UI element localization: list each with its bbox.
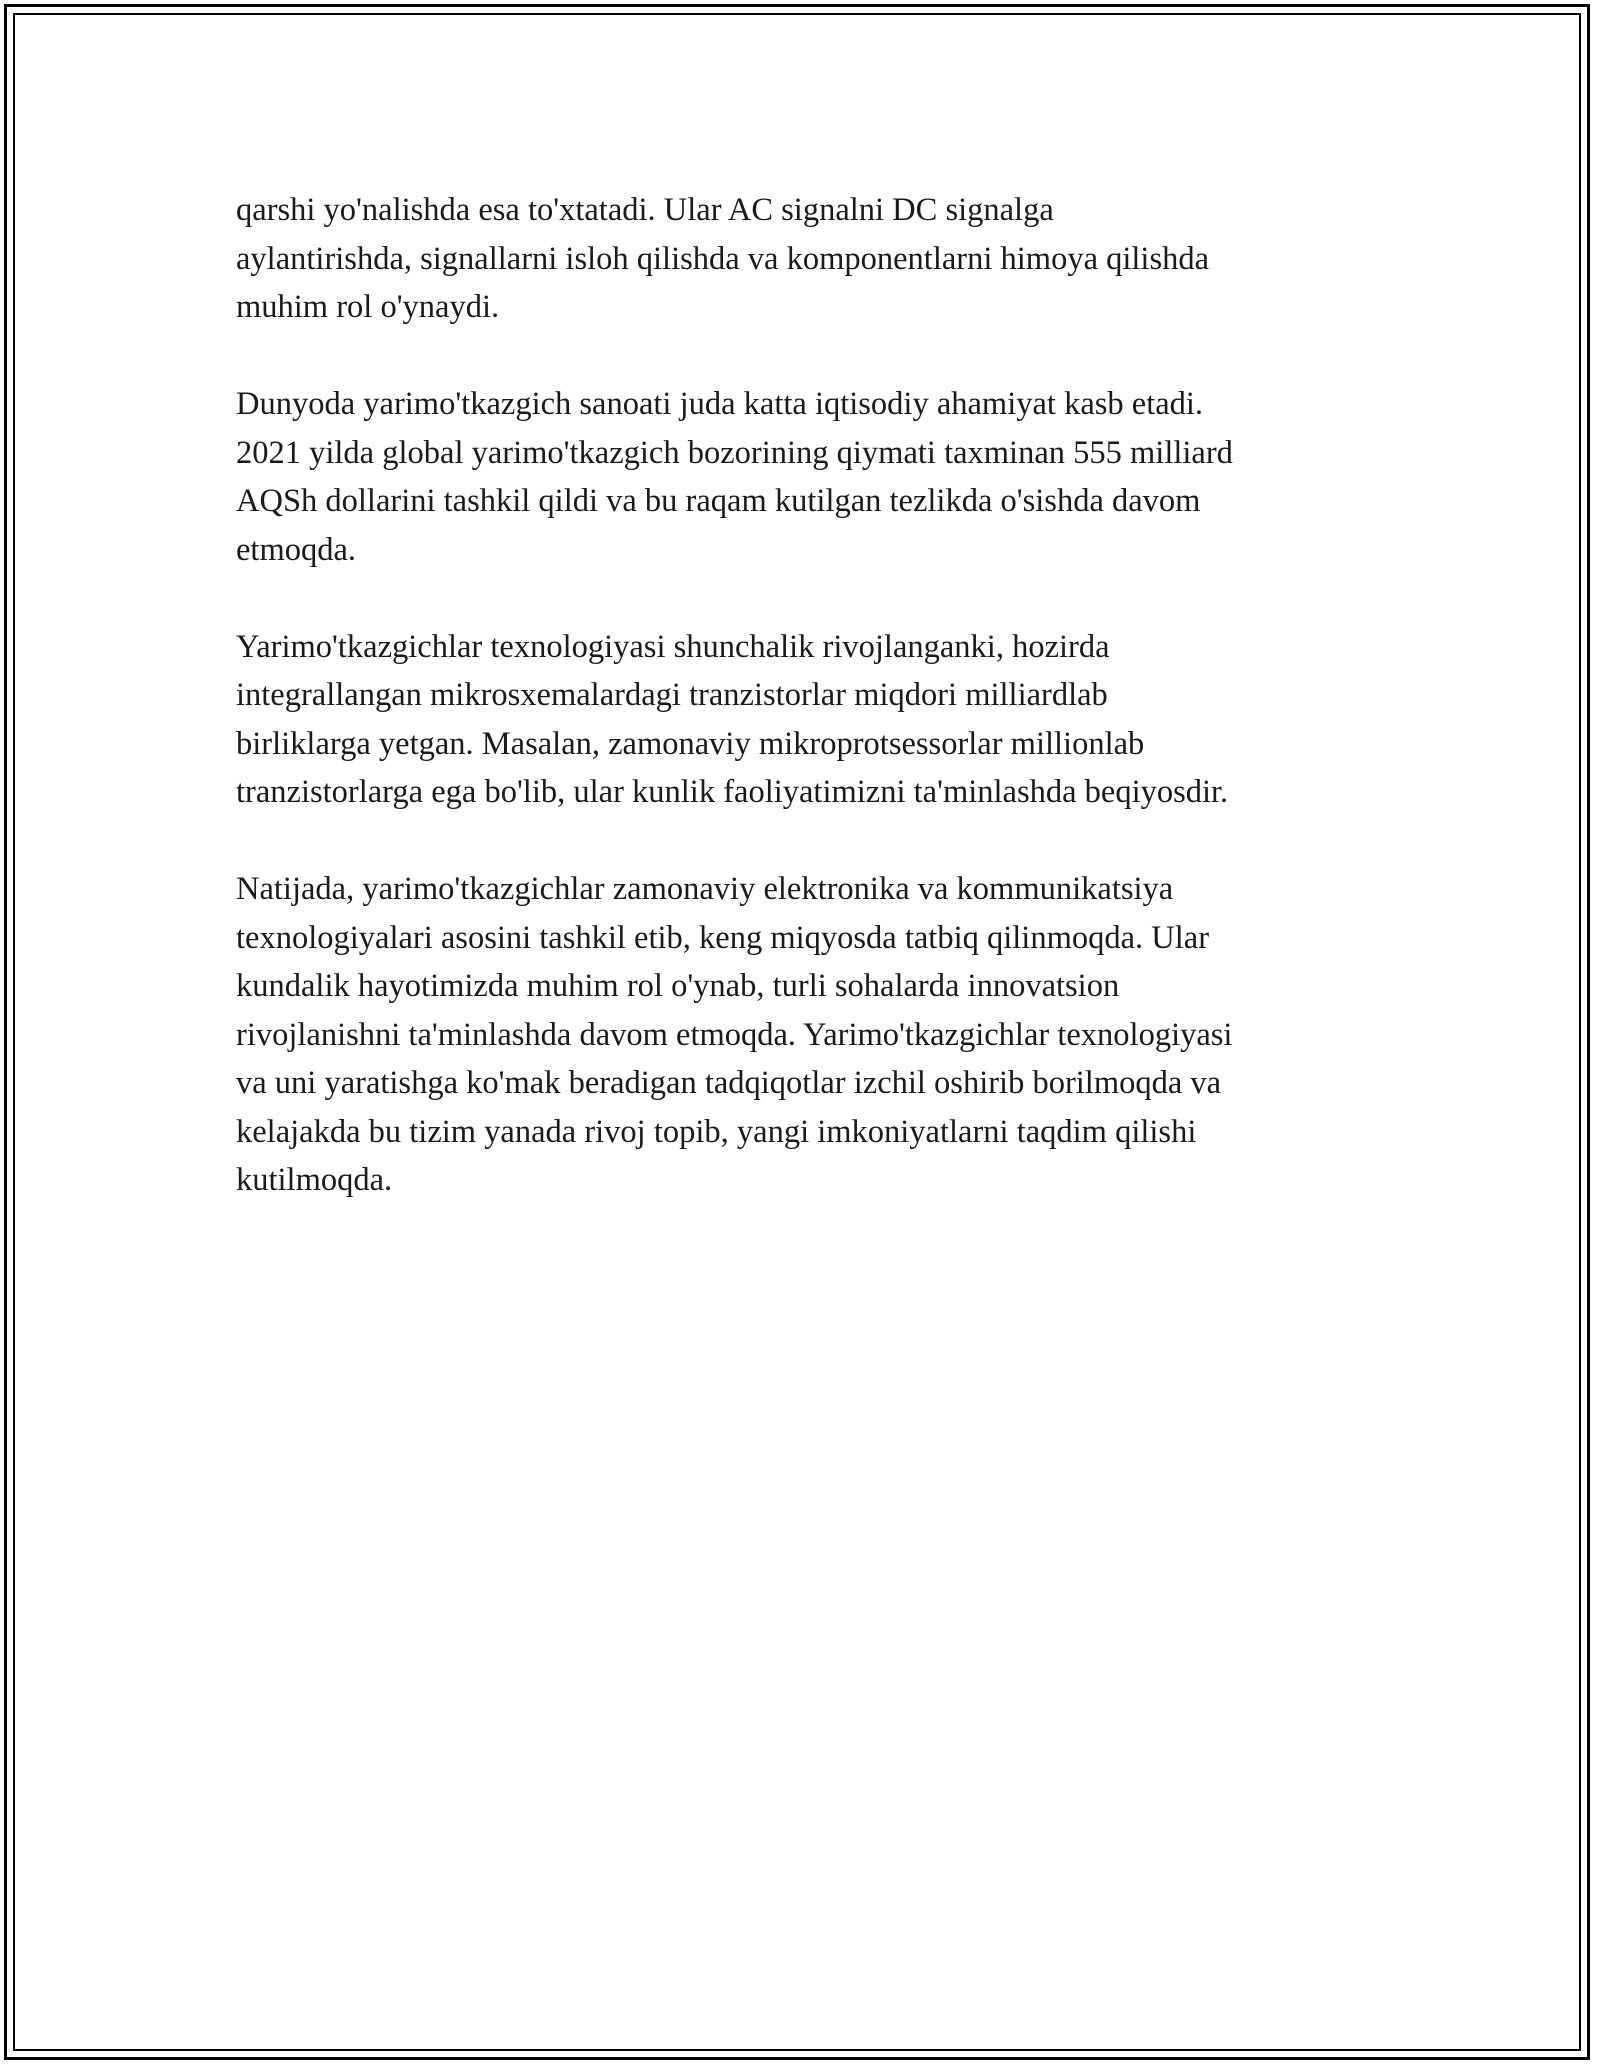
text-line: kutilmoqda. xyxy=(236,1162,393,1198)
text-line: rivojlanishni ta'minlashda davom etmoqda. Yarimo'tkazgichlar texnologiyasi xyxy=(236,1016,1233,1053)
text-line: integrallangan mikrosxemalardagi tranzistorlar miqdori milliardlab xyxy=(236,677,1108,713)
document-body xyxy=(236,186,1386,1253)
paragraph-diode-function xyxy=(236,186,1386,332)
text-line: Natijada, yarimo'tkazgichlar zamonaviy elektronika va kommunikatsiya xyxy=(236,871,1174,907)
paragraph-technology-development xyxy=(236,623,1386,817)
text-line: etmoqda. xyxy=(236,531,357,568)
text-line: 2021 yilda global yarimo'tkazgich bozorining qiymati taxminan 555 milliard xyxy=(236,434,1233,471)
text-line: qarshi yo'nalishda esa to'xtatadi. Ular AC signalni DC signalga xyxy=(236,192,1054,228)
paragraph-industry-economics xyxy=(236,380,1386,574)
text-line: muhim rol o'ynaydi. xyxy=(236,289,500,325)
text-line: tranzistorlarga ega bo'lib, ular kunlik faoliyatimizni ta'minlashda beqiyosdir. xyxy=(236,774,1229,810)
text-line: kelajakda bu tizim yanada rivoj topib, yangi imkoniyatlarni taqdim qilishi xyxy=(236,1113,1197,1150)
paragraph-conclusion xyxy=(236,865,1386,1205)
text-line: Yarimo'tkazgichlar texnologiyasi shunchalik rivojlanganki, hozirda xyxy=(236,628,1110,665)
text-line: aylantirishda, signallarni isloh qilishda va komponentlarni himoya qilishda xyxy=(236,240,1210,277)
text-line: AQSh dollarini tashkil qildi va bu raqam kutilgan tezlikda o'sishda davom xyxy=(236,483,1201,519)
text-line: texnologiyalari asosini tashkil etib, keng miqyosda tatbiq qilinmoqda. Ular xyxy=(236,919,1210,956)
text-line: kundalik hayotimizda muhim rol o'ynab, turli sohalarda innovatsion xyxy=(236,968,1120,1004)
text-line: va uni yaratishga ko'mak beradigan tadqiqotlar izchil oshirib borilmoqda va xyxy=(236,1065,1222,1101)
text-line: Dunyoda yarimo'tkazgich sanoati juda katta iqtisodiy ahamiyat kasb etadi. xyxy=(236,386,1204,422)
text-line: birliklarga yetgan. Masalan, zamonaviy mikroprotsessorlar millionlab xyxy=(236,725,1145,762)
